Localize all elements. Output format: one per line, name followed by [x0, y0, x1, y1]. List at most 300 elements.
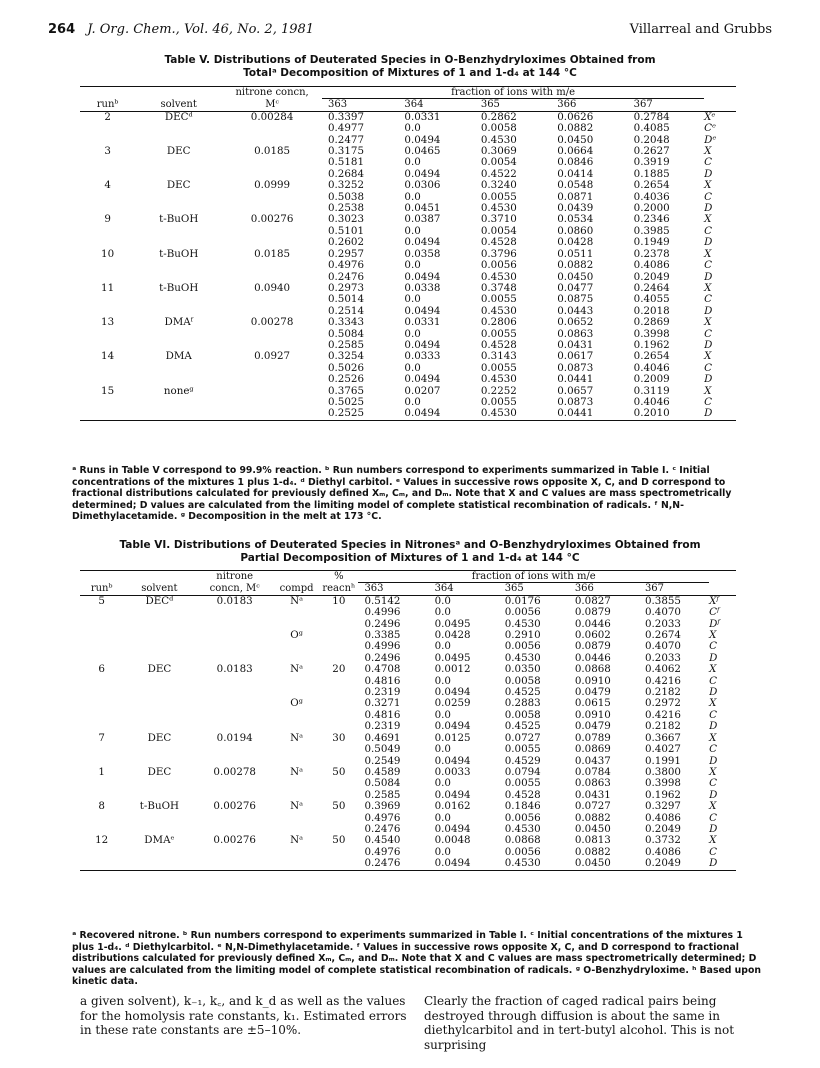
- fraction-cell: 0.0439: [557, 202, 594, 215]
- row-label: X: [704, 281, 712, 294]
- fraction-cell: 0.0652: [557, 316, 594, 329]
- fraction-cell: 0.0350: [504, 663, 541, 676]
- row-label: C: [704, 395, 712, 408]
- fraction-cell: 0.0033: [434, 765, 471, 778]
- fraction-cell: 0.4530: [504, 617, 541, 630]
- fraction-cell: 0.5038: [327, 190, 365, 203]
- fraction-cell: 0.0431: [574, 788, 611, 801]
- header-365: 365: [480, 99, 500, 111]
- empty-cell: [123, 676, 195, 687]
- fraction-cell: 0.0873: [557, 395, 594, 408]
- journal-citation: J. Org. Chem., Vol. 46, No. 2, 1981: [87, 22, 315, 37]
- fraction-cell: 0.4530: [504, 822, 541, 835]
- row-label: Cᶠ: [709, 606, 720, 619]
- row-label: X: [704, 350, 712, 363]
- table-row: [80, 294, 736, 305]
- fraction-cell: 0.2806: [480, 316, 517, 329]
- row-label: X: [704, 384, 712, 397]
- empty-cell: [135, 237, 222, 248]
- fraction-cell: 0.1962: [644, 788, 681, 801]
- run-number: 8: [98, 800, 105, 813]
- fraction-cell: 0.4996: [364, 606, 401, 619]
- table-row: [80, 607, 736, 618]
- fraction-cell: 0.2464: [633, 281, 670, 294]
- compd-cell: Nᵃ: [290, 663, 304, 676]
- fraction-cell: 0.4530: [480, 202, 517, 215]
- row-label: D: [704, 270, 713, 283]
- fraction-cell: 0.0: [434, 811, 451, 824]
- fraction-cell: 0.0534: [557, 213, 594, 226]
- run-number: [80, 698, 123, 709]
- table-row: [80, 858, 736, 870]
- fraction-cell: 0.0494: [404, 270, 441, 283]
- table-row: [80, 847, 736, 858]
- empty-cell: [274, 778, 319, 789]
- empty-cell: [123, 687, 195, 698]
- fraction-cell: 0.4216: [644, 674, 681, 687]
- fraction-cell: 0.0875: [557, 293, 594, 306]
- fraction-cell: 0.4530: [480, 407, 517, 420]
- fraction-cell: 0.1962: [633, 338, 670, 351]
- table-5-footnotes: ᵃ Runs in Table V correspond to 99.9% reaction. ᵇ Run numbers correspond to experiments summarized in Table I. ᶜ Initial concentrations of the mixtures 1 plus 1-d₄. ᵈ Diethyl carbitol. ᵉ Values in successive rows opposite X, C, and D correspond to fractional distributions calculated for previously defined Xₘ, Cₘ, and Dₘ. Note that X and C values are mass spectrometrically determined; D values are calculated from the limiting model of complete statistical recombination of radicals. ᶠ N,N-Dimethylacetamide. ᵍ Decomposition in the melt at 173 °C.: [72, 465, 732, 523]
- fraction-cell: 0.3143: [480, 350, 517, 363]
- fraction-cell: 0.0055: [504, 743, 541, 756]
- table-6-title: Table VI. Distributions of Deuterated Species in Nitronesᵃ and O-Benzhydryloximes Obtained from Partial Decomposition of Mixtures of 1 and 1-d₄ at 144 °C: [119, 539, 701, 564]
- fraction-cell: 0.5025: [327, 395, 365, 408]
- fraction-cell: 0.4086: [644, 811, 681, 824]
- fraction-cell: 0.0055: [480, 293, 517, 306]
- solvent-cell: DEC: [147, 663, 172, 676]
- row-label: D: [709, 720, 718, 733]
- header-366: 366: [574, 583, 594, 595]
- fraction-cell: 0.5084: [364, 777, 401, 790]
- fraction-cell: 0.2602: [327, 236, 365, 249]
- fraction-cell: 0.0494: [434, 754, 471, 767]
- header-solvent: solvent: [160, 99, 197, 111]
- row-label: X: [709, 765, 717, 778]
- fraction-cell: 0.2973: [327, 281, 365, 294]
- empty-cell: [123, 710, 195, 721]
- solvent-cell: DEC: [147, 731, 172, 744]
- empty-cell: [196, 744, 274, 755]
- fraction-cell: 0.3254: [327, 350, 365, 363]
- table-5-title: Table V. Distributions of Deuterated Species in O-Benzhydryloximes Obtained from Totalᵃ Decomposition of Mixtures of 1 and 1-d₄ at 144 °C: [164, 54, 656, 79]
- fraction-cell: 0.2346: [633, 213, 670, 226]
- empty-cell: [222, 157, 322, 168]
- fraction-cell: 0.4589: [364, 765, 401, 778]
- fraction-cell: 0.2010: [633, 407, 670, 420]
- fraction-cell: 0.2033: [644, 617, 681, 630]
- fraction-cell: 0.0494: [434, 686, 471, 699]
- fraction-cell: 0.3240: [480, 179, 517, 192]
- fraction-cell: 0.0306: [404, 179, 441, 192]
- fraction-cell: 0.3175: [327, 145, 365, 158]
- row-label: Xᶠ: [709, 594, 719, 607]
- fraction-cell: 0.2869: [633, 316, 670, 329]
- fraction-cell: 0.0494: [404, 133, 441, 146]
- fraction-cell: 0.4086: [644, 845, 681, 858]
- table-row: [80, 721, 736, 732]
- row-label: D: [704, 304, 713, 317]
- fraction-cell: 0.0494: [404, 373, 441, 386]
- fraction-cell: 0.4530: [480, 133, 517, 146]
- solvent-cell: [123, 698, 195, 709]
- table-row: [80, 824, 736, 835]
- empty-cell: [196, 721, 274, 732]
- fraction-cell: 0.5084: [327, 327, 365, 340]
- empty-cell: [135, 374, 222, 385]
- fraction-cell: 0.3023: [327, 213, 365, 226]
- fraction-cell: 0.0495: [434, 651, 471, 664]
- fraction-cell: 0.0617: [557, 350, 594, 363]
- empty-cell: [80, 374, 135, 385]
- fraction-cell: 0.0054: [480, 156, 517, 169]
- fraction-cell: 0.0058: [504, 674, 541, 687]
- conc-cell: 0.00276: [213, 800, 256, 813]
- empty-cell: [80, 858, 123, 870]
- fraction-cell: 0.0: [404, 190, 421, 203]
- fraction-cell: 0.0465: [404, 145, 441, 158]
- fraction-cell: 0.0162: [434, 800, 471, 813]
- fraction-cell: 0.3748: [480, 281, 517, 294]
- conc-cell: 0.00284: [250, 110, 294, 123]
- fraction-cell: 0.0125: [434, 731, 471, 744]
- table-row: [80, 756, 736, 767]
- conc-cell: 0.0940: [254, 281, 291, 294]
- empty-cell: [196, 778, 274, 789]
- conc-cell: 0.0183: [216, 663, 253, 676]
- table-row: [80, 835, 736, 846]
- fraction-cell: 0.2526: [327, 373, 365, 386]
- empty-cell: [80, 123, 135, 134]
- conc-cell: 0.00276: [213, 834, 256, 847]
- row-label: D: [704, 202, 713, 215]
- row-label: C: [709, 708, 717, 721]
- fraction-cell: 0.0789: [574, 731, 611, 744]
- fraction-cell: 0.2182: [644, 686, 681, 699]
- fraction-cell: 0.0871: [557, 190, 594, 203]
- fraction-cell: 0.0615: [574, 697, 611, 710]
- fraction-cell: 0.0176: [504, 594, 541, 607]
- fraction-cell: 0.0207: [404, 384, 441, 397]
- row-label: C: [709, 640, 717, 653]
- row-label: C: [704, 361, 712, 374]
- fraction-cell: 0.3985: [633, 224, 670, 237]
- fraction-cell: 0.0054: [480, 224, 517, 237]
- solvent-cell: t-BuOH: [159, 281, 199, 294]
- fraction-cell: 0.0055: [480, 327, 517, 340]
- reacn-cell: 50: [332, 800, 346, 813]
- fraction-cell: 0.0879: [574, 640, 611, 653]
- empty-cell: [222, 363, 322, 374]
- empty-cell: [319, 687, 358, 698]
- solvent-cell: DEC: [147, 765, 172, 778]
- reacn-cell: 50: [332, 765, 346, 778]
- conc-cell: 0.00278: [250, 316, 294, 329]
- solvent-cell: DMA: [165, 350, 192, 363]
- fraction-cell: 0.4528: [504, 788, 541, 801]
- fraction-cell: 0.0: [434, 640, 451, 653]
- header-compd: compd: [279, 583, 314, 595]
- fraction-cell: 0.0: [404, 224, 421, 237]
- reacn-cell: 20: [332, 663, 346, 676]
- fraction-cell: 0.4525: [504, 686, 541, 699]
- fraction-cell: 0.2000: [633, 202, 670, 215]
- empty-cell: [222, 408, 322, 420]
- table-row: [80, 778, 736, 789]
- row-label: C: [704, 259, 712, 272]
- empty-cell: [319, 721, 358, 732]
- fraction-cell: 0.0387: [404, 213, 441, 226]
- fraction-cell: 0.0868: [504, 834, 541, 847]
- fraction-cell: 0.0056: [504, 640, 541, 653]
- fraction-cell: 0.0495: [434, 617, 471, 630]
- fraction-cell: 0.4528: [480, 236, 517, 249]
- table-row: [80, 801, 736, 812]
- empty-cell: [123, 744, 195, 755]
- fraction-cell: 0.0: [434, 845, 451, 858]
- empty-cell: [135, 157, 222, 168]
- fraction-cell: 0.3855: [644, 594, 681, 607]
- fraction-cell: 0.2910: [504, 629, 541, 642]
- fraction-cell: 0.0441: [557, 373, 594, 386]
- fraction-cell: 0.4691: [364, 731, 401, 744]
- fraction-cell: 0.0863: [574, 777, 611, 790]
- fraction-cell: 0.0794: [504, 765, 541, 778]
- compd-cell: Nᵃ: [290, 800, 304, 813]
- table-row: [80, 767, 736, 778]
- fraction-cell: 0.0664: [557, 145, 594, 158]
- run-number: 7: [98, 731, 105, 744]
- fraction-cell: 0.2496: [364, 617, 401, 630]
- header-367: 367: [633, 99, 653, 111]
- fraction-cell: 0.2862: [480, 110, 517, 123]
- fraction-cell: 0.3800: [644, 765, 681, 778]
- fraction-cell: 0.4046: [633, 395, 670, 408]
- fraction-cell: 0.2549: [364, 754, 401, 767]
- empty-cell: [123, 721, 195, 732]
- fraction-cell: 0.2496: [364, 651, 401, 664]
- fraction-cell: 0.0882: [557, 259, 594, 272]
- reacn-cell: 10: [332, 594, 346, 607]
- conc-cell: 0.0183: [216, 594, 253, 607]
- header-364: 364: [434, 583, 454, 595]
- fraction-cell: 0.4055: [633, 293, 670, 306]
- fraction-cell: 0.2477: [327, 133, 365, 146]
- fraction-cell: 0.2049: [644, 857, 681, 870]
- fraction-cell: 0.2476: [364, 857, 401, 870]
- fraction-cell: 0.2972: [644, 697, 681, 710]
- empty-cell: [80, 607, 123, 618]
- empty-cell: [123, 778, 195, 789]
- row-label: C: [709, 845, 717, 858]
- row-label: X: [704, 145, 712, 158]
- fraction-cell: 0.3732: [644, 834, 681, 847]
- fraction-cell: 0.0: [404, 122, 421, 135]
- empty-cell: [274, 813, 319, 824]
- fraction-cell: 0.4530: [480, 373, 517, 386]
- empty-cell: [80, 813, 123, 824]
- fraction-cell: 0.1885: [633, 167, 670, 180]
- row-label: D: [709, 857, 718, 870]
- empty-cell: [274, 676, 319, 687]
- fraction-cell: 0.0494: [404, 338, 441, 351]
- empty-cell: [196, 619, 274, 630]
- table-row: [80, 317, 736, 328]
- empty-cell: [222, 226, 322, 237]
- header-fraction: fraction of ions with m/e: [358, 571, 709, 583]
- run-number: 1: [98, 765, 105, 778]
- fraction-cell: 0.0259: [434, 697, 471, 710]
- fraction-cell: 0.0494: [434, 720, 471, 733]
- fraction-cell: 0.4522: [480, 167, 517, 180]
- fraction-cell: 0.1991: [644, 754, 681, 767]
- conc-cell: 0.0185: [254, 145, 291, 158]
- empty-cell: [80, 721, 123, 732]
- empty-cell: [274, 744, 319, 755]
- compd-cell: Nᵃ: [290, 834, 304, 847]
- empty-cell: [135, 226, 222, 237]
- table-row: [80, 374, 736, 385]
- page-number: 264: [48, 22, 76, 37]
- fraction-cell: 0.0494: [404, 167, 441, 180]
- fraction-cell: 0.2476: [327, 270, 365, 283]
- fraction-cell: 0.2684: [327, 167, 365, 180]
- fraction-cell: 0.2049: [644, 822, 681, 835]
- fraction-cell: 0.3119: [633, 384, 670, 397]
- empty-cell: [319, 619, 358, 630]
- row-label: Xᵉ: [704, 110, 716, 123]
- solvent-cell: [123, 630, 195, 641]
- solvent-cell: t-BuOH: [139, 800, 180, 813]
- table-row: [80, 641, 736, 652]
- fraction-cell: 0.3710: [480, 213, 517, 226]
- row-label: D: [704, 407, 713, 420]
- table-row: [80, 408, 736, 420]
- fraction-cell: 0.0479: [574, 720, 611, 733]
- fraction-cell: 0.0056: [504, 845, 541, 858]
- empty-cell: [222, 397, 322, 408]
- fraction-cell: 0.0657: [557, 384, 594, 397]
- table-row: [80, 813, 736, 824]
- row-label: C: [704, 293, 712, 306]
- empty-cell: [319, 641, 358, 652]
- fraction-cell: 0.0494: [434, 857, 471, 870]
- conc-cell: [196, 630, 274, 641]
- fraction-cell: 0.0479: [574, 686, 611, 699]
- fraction-cell: 0.2319: [364, 720, 401, 733]
- row-label: D: [704, 338, 713, 351]
- fraction-cell: 0.0494: [404, 407, 441, 420]
- fraction-cell: 0.2525: [327, 407, 365, 420]
- fraction-cell: 0.0813: [574, 834, 611, 847]
- row-label: D: [709, 651, 718, 664]
- row-label: X: [704, 213, 712, 226]
- fraction-cell: 0.0414: [557, 167, 594, 180]
- authors: Villarreal and Grubbs: [629, 22, 772, 37]
- solvent-cell: DMAᶠ: [164, 316, 193, 329]
- fraction-cell: 0.0846: [557, 156, 594, 169]
- solvent-cell: noneᵍ: [163, 384, 194, 397]
- empty-cell: [274, 847, 319, 858]
- fraction-cell: 0.0882: [574, 845, 611, 858]
- fraction-cell: 0.0055: [504, 777, 541, 790]
- fraction-cell: 0.3969: [364, 800, 401, 813]
- fraction-cell: 0.0869: [574, 743, 611, 756]
- fraction-cell: 0.0494: [434, 822, 471, 835]
- fraction-cell: 0.0511: [557, 247, 594, 260]
- empty-cell: [319, 744, 358, 755]
- empty-cell: [222, 329, 322, 340]
- fraction-cell: 0.2033: [644, 651, 681, 664]
- solvent-cell: DEC: [166, 179, 191, 192]
- row-label: X: [704, 247, 712, 260]
- header-366: 366: [557, 99, 577, 111]
- fraction-cell: 0.2538: [327, 202, 365, 215]
- conc-cell: 0.00276: [250, 213, 294, 226]
- fraction-cell: 0.0: [434, 606, 451, 619]
- row-label: D: [709, 788, 718, 801]
- fraction-cell: 0.0784: [574, 765, 611, 778]
- conc-cell: 0.0927: [254, 350, 291, 363]
- table-row: [80, 595, 736, 607]
- empty-cell: [80, 226, 135, 237]
- header-run: runᵇ: [90, 583, 113, 595]
- empty-cell: [80, 641, 123, 652]
- empty-cell: [222, 123, 322, 134]
- fraction-cell: 0.0868: [574, 663, 611, 676]
- row-label: D: [704, 167, 713, 180]
- fraction-cell: 0.1846: [504, 800, 541, 813]
- empty-cell: [123, 607, 195, 618]
- fraction-cell: 0.0450: [574, 822, 611, 835]
- fraction-cell: 0.0441: [557, 407, 594, 420]
- table-row: [80, 664, 736, 675]
- fraction-cell: 0.0860: [557, 224, 594, 237]
- fraction-cell: 0.4027: [644, 743, 681, 756]
- reacn-cell: [319, 630, 358, 641]
- fraction-cell: 0.4530: [504, 651, 541, 664]
- row-label: Dᶠ: [709, 617, 720, 630]
- row-label: X: [704, 179, 712, 192]
- table-6-footnotes: ᵃ Recovered nitrone. ᵇ Run numbers correspond to experiments summarized in Table I. ᶜ Initial concentrations of the mixtures 1 plus 1-d₄. ᵈ Diethylcarbitol. ᵉ N,N-Dimethylacetamide. ᶠ Values in successive rows opposite X, C, and D correspond to fractional distributions calculated for previously defined Xₘ, Cₘ, and Dₘ. Note that X and C values are mass spectrometrically determined; D values are calculated from the limiting model of complete statistical recombination of radicals. ᵍ O-Benzhydryloxime. ʰ Based upon kinetic data.: [72, 930, 761, 988]
- fraction-cell: 0.0048: [434, 834, 471, 847]
- empty-cell: [80, 847, 123, 858]
- fraction-cell: 0.3385: [364, 629, 401, 642]
- header-363: 363: [327, 99, 348, 111]
- solvent-cell: DECᵈ: [164, 110, 193, 123]
- header-reacn: reacnʰ: [322, 583, 356, 595]
- fraction-cell: 0.0431: [557, 338, 594, 351]
- row-label: C: [709, 743, 717, 756]
- empty-cell: [80, 237, 135, 248]
- conc-cell: 0.0185: [254, 247, 291, 260]
- table-row: [80, 653, 736, 664]
- compd-cell: Nᵃ: [290, 594, 304, 607]
- run-number: 4: [104, 179, 111, 192]
- empty-cell: [196, 687, 274, 698]
- empty-cell: [196, 641, 274, 652]
- fraction-cell: 0.0: [434, 594, 451, 607]
- body-text-right: Clearly the fraction of caged radical pairs being destroyed through diffusion is about the same in diethylcarbitol and in tert-butyl alcohol. This is not surprising: [424, 994, 735, 1052]
- fraction-cell: 0.0331: [404, 316, 441, 329]
- table-row: [80, 698, 736, 709]
- row-label: C: [704, 190, 712, 203]
- fraction-cell: 0.5101: [327, 224, 365, 237]
- row-label: X: [709, 731, 717, 744]
- fraction-cell: 0.0012: [434, 663, 471, 676]
- solvent-cell: DMAᵉ: [144, 834, 175, 847]
